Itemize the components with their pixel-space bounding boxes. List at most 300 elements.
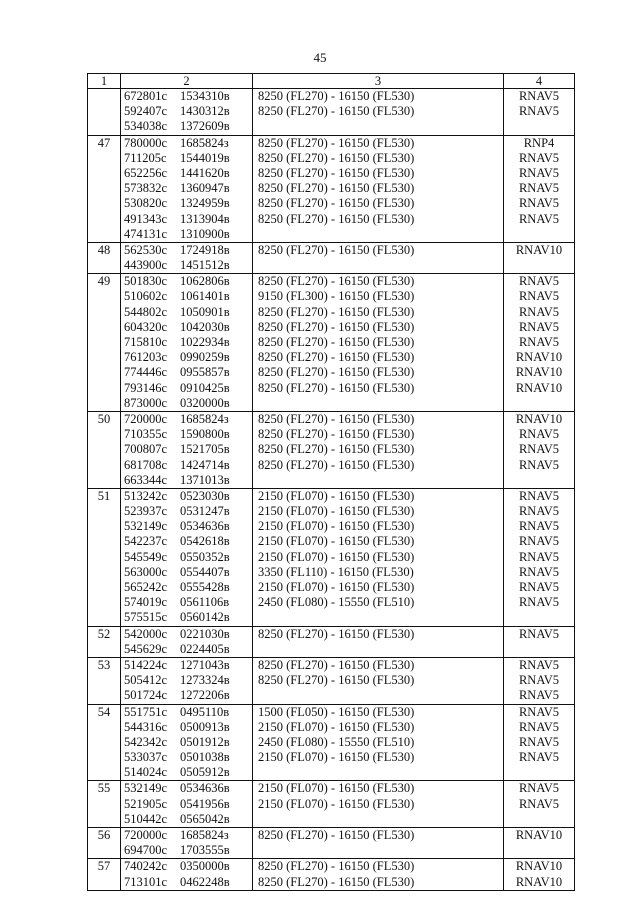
longitude: 0561106в bbox=[180, 595, 230, 610]
nav-spec: RNAV10 bbox=[515, 874, 563, 889]
coordinate-pair bbox=[124, 396, 252, 411]
latitude: 521905с bbox=[124, 796, 168, 811]
latitude: 563000с bbox=[124, 564, 168, 579]
longitude: 0531247в bbox=[180, 504, 230, 519]
latitude: 542237с bbox=[124, 534, 168, 549]
route-number: 52 bbox=[88, 626, 121, 657]
coordinate-pair bbox=[124, 504, 252, 519]
altitude-range bbox=[258, 227, 503, 242]
coordinate-pair bbox=[124, 136, 252, 151]
latitude: 720000с bbox=[124, 411, 168, 426]
coordinate-pair bbox=[124, 212, 252, 227]
latitude: 774446с bbox=[124, 365, 168, 380]
latitude: 873000с bbox=[124, 395, 168, 410]
nav-spec: RNAV5 bbox=[518, 564, 560, 579]
coordinate-pair bbox=[124, 750, 252, 765]
longitude: 0560142в bbox=[180, 610, 230, 625]
nav-spec: RNAV5 bbox=[518, 796, 560, 811]
nav-spec: RNAV5 bbox=[518, 457, 560, 472]
nav-spec: RNAV5 bbox=[518, 750, 560, 765]
nav-spec: RNAV5 bbox=[518, 580, 560, 594]
nav-spec: RNAV10 bbox=[515, 242, 563, 257]
nav-spec: RNAV5 bbox=[518, 704, 560, 719]
altitude-range: 8250 (FL270) - 16150 (FL530) bbox=[258, 319, 415, 334]
latitude: 592407с bbox=[124, 104, 168, 119]
latitude: 551751с bbox=[124, 704, 168, 719]
route-number: 53 bbox=[88, 657, 121, 704]
table-row bbox=[88, 274, 575, 412]
longitude: 0541956в bbox=[180, 796, 230, 811]
longitude: 1451512в bbox=[180, 258, 230, 273]
altitude-range: 2150 (FL070) - 16150 (FL530) bbox=[258, 488, 415, 503]
longitude: 1544019в bbox=[180, 150, 230, 165]
airways-table bbox=[87, 73, 575, 891]
route-number: 47 bbox=[88, 135, 121, 242]
nav-spec: RNAV5 bbox=[518, 534, 560, 549]
coordinate-pair bbox=[124, 243, 252, 258]
longitude: 1324959в bbox=[180, 196, 230, 211]
longitude: 0542618в bbox=[180, 534, 230, 549]
latitude: 474131с bbox=[124, 226, 168, 241]
altitude-range: 8250 (FL270) - 16150 (FL530) bbox=[258, 181, 415, 196]
table-row bbox=[88, 657, 575, 704]
coordinate-pair bbox=[124, 274, 252, 289]
coordinate-pair bbox=[124, 720, 252, 735]
altitude-range bbox=[258, 812, 503, 827]
longitude: 1590800в bbox=[180, 427, 230, 442]
coordinate-pair bbox=[124, 673, 252, 688]
latitude: 513242с bbox=[124, 488, 168, 503]
altitude-range: 3350 (FL110) - 16150 (FL530) bbox=[258, 564, 414, 579]
latitude: 491343с bbox=[124, 211, 168, 226]
coordinates-cell bbox=[121, 274, 253, 412]
altitude-range: 8250 (FL270) - 16150 (FL530) bbox=[258, 89, 415, 103]
table-row bbox=[88, 626, 575, 657]
longitude: 1062806в bbox=[180, 274, 230, 289]
coordinates-cell bbox=[121, 828, 253, 859]
longitude: 0990259в bbox=[180, 350, 230, 365]
nav-spec: RNAV5 bbox=[518, 196, 560, 211]
route-number: 57 bbox=[88, 859, 121, 890]
nav-spec-cell bbox=[504, 411, 575, 488]
coordinate-pair bbox=[124, 258, 252, 273]
latitude: 510602с bbox=[124, 289, 168, 304]
altitude-range: 8250 (FL270) - 16150 (FL530) bbox=[258, 304, 415, 319]
latitude: 510442с bbox=[124, 811, 168, 826]
coordinate-pair bbox=[124, 489, 252, 504]
nav-spec: RNAV5 bbox=[518, 688, 560, 703]
column-header-3: 3 bbox=[253, 74, 504, 89]
longitude: 1360947в bbox=[180, 181, 230, 196]
table-row bbox=[88, 242, 575, 273]
latitude: 501830с bbox=[124, 274, 168, 289]
nav-spec bbox=[504, 765, 574, 780]
longitude: 1273324в bbox=[180, 673, 230, 688]
altitude-range bbox=[258, 765, 503, 780]
latitude: 530820с bbox=[124, 196, 168, 211]
longitude: 1050901в bbox=[180, 304, 230, 319]
nav-spec-cell bbox=[504, 704, 575, 781]
nav-spec-cell bbox=[504, 89, 575, 136]
nav-spec-cell bbox=[504, 626, 575, 657]
altitude-range: 8250 (FL270) - 16150 (FL530) bbox=[258, 274, 415, 289]
altitude-range bbox=[258, 258, 503, 273]
altitude-cell bbox=[253, 89, 504, 136]
nav-spec-cell bbox=[504, 274, 575, 412]
nav-spec-cell bbox=[504, 781, 575, 828]
latitude: 542000с bbox=[124, 626, 168, 641]
altitude-cell bbox=[253, 781, 504, 828]
nav-spec: RNAV10 bbox=[515, 411, 563, 426]
nav-spec: RNAV5 bbox=[518, 335, 560, 349]
column-header-1: 1 bbox=[88, 74, 121, 89]
altitude-cell bbox=[253, 135, 504, 242]
latitude: 694700с bbox=[124, 843, 168, 858]
longitude: 0221030в bbox=[180, 626, 230, 641]
longitude: 1272206в bbox=[180, 688, 230, 703]
coordinate-pair bbox=[124, 196, 252, 211]
longitude: 1685824з bbox=[180, 411, 229, 426]
longitude: 0550352в bbox=[180, 549, 230, 564]
altitude-range: 2150 (FL070) - 16150 (FL530) bbox=[258, 719, 415, 734]
longitude: 1441620в bbox=[180, 165, 230, 180]
latitude: 711205с bbox=[124, 150, 167, 165]
route-number bbox=[88, 89, 121, 136]
coordinate-pair bbox=[124, 797, 252, 812]
coordinate-pair bbox=[124, 595, 252, 610]
nav-spec-cell bbox=[504, 242, 575, 273]
latitude: 501724с bbox=[124, 688, 168, 703]
altitude-range bbox=[258, 642, 503, 657]
altitude-range: 2450 (FL080) - 15550 (FL510) bbox=[258, 595, 415, 610]
column-header-4: 4 bbox=[504, 74, 575, 89]
coordinate-pair bbox=[124, 181, 252, 196]
coordinate-pair bbox=[124, 642, 252, 657]
nav-spec: RNAV5 bbox=[518, 442, 560, 457]
altitude-cell bbox=[253, 657, 504, 704]
coordinate-pair bbox=[124, 151, 252, 166]
coordinate-pair bbox=[124, 705, 252, 720]
altitude-range: 8250 (FL270) - 16150 (FL530) bbox=[258, 335, 415, 349]
longitude: 0224405в bbox=[180, 641, 230, 656]
table-row bbox=[88, 135, 575, 242]
altitude-range: 8250 (FL270) - 16150 (FL530) bbox=[258, 626, 415, 641]
coordinate-pair bbox=[124, 104, 252, 119]
coordinate-pair bbox=[124, 119, 252, 134]
altitude-cell bbox=[253, 859, 504, 890]
longitude: 1310900в bbox=[180, 226, 230, 241]
altitude-range: 8250 (FL270) - 16150 (FL530) bbox=[258, 457, 415, 472]
coordinate-pair bbox=[124, 289, 252, 304]
coordinate-pair bbox=[124, 412, 252, 427]
coordinates-cell bbox=[121, 781, 253, 828]
coordinate-pair bbox=[124, 735, 252, 750]
nav-spec: RNAV5 bbox=[518, 626, 560, 641]
nav-spec: RNAV10 bbox=[515, 365, 563, 380]
coordinate-pair bbox=[124, 859, 252, 874]
altitude-range: 8250 (FL270) - 16150 (FL530) bbox=[258, 427, 415, 442]
latitude: 544802с bbox=[124, 304, 168, 319]
table-header-row bbox=[88, 74, 575, 89]
coordinate-pair bbox=[124, 350, 252, 365]
longitude: 0534636в bbox=[180, 519, 230, 534]
latitude: 652256с bbox=[124, 165, 168, 180]
nav-spec: RNAV5 bbox=[518, 104, 560, 119]
longitude: 1724918в bbox=[180, 242, 230, 257]
nav-spec: RNAV5 bbox=[518, 595, 560, 610]
nav-spec: RNAV5 bbox=[518, 150, 560, 165]
nav-spec bbox=[504, 843, 574, 858]
latitude: 780000с bbox=[124, 135, 168, 150]
longitude: 1022934в bbox=[180, 335, 230, 349]
coordinates-cell bbox=[121, 704, 253, 781]
longitude: 0555428в bbox=[180, 580, 230, 594]
nav-spec: RNAV10 bbox=[515, 828, 563, 842]
longitude: 1371013в bbox=[180, 472, 230, 487]
coordinate-pair bbox=[124, 381, 252, 396]
coordinates-cell bbox=[121, 135, 253, 242]
longitude: 0505912в bbox=[180, 765, 230, 780]
altitude-range: 2150 (FL070) - 16150 (FL530) bbox=[258, 504, 415, 519]
longitude: 1703555в bbox=[180, 843, 230, 858]
altitude-range: 2150 (FL070) - 16150 (FL530) bbox=[258, 519, 415, 534]
coordinate-pair bbox=[124, 89, 252, 104]
nav-spec: RNAV5 bbox=[518, 89, 560, 103]
latitude: 565242с bbox=[124, 580, 168, 594]
nav-spec: RNAV5 bbox=[518, 734, 560, 749]
latitude: 710355с bbox=[124, 427, 168, 442]
longitude: 1424714в bbox=[180, 457, 230, 472]
longitude: 0955857в bbox=[180, 365, 230, 380]
route-number: 50 bbox=[88, 411, 121, 488]
latitude: 715810с bbox=[124, 335, 168, 349]
longitude: 1534310в bbox=[180, 89, 230, 103]
altitude-range: 8250 (FL270) - 16150 (FL530) bbox=[258, 242, 415, 257]
coordinate-pair bbox=[124, 627, 252, 642]
nav-spec: RNAV10 bbox=[515, 380, 563, 395]
coordinates-cell bbox=[121, 657, 253, 704]
altitude-range: 2150 (FL070) - 16150 (FL530) bbox=[258, 750, 415, 765]
nav-spec-cell bbox=[504, 828, 575, 859]
altitude-range: 8250 (FL270) - 16150 (FL530) bbox=[258, 150, 415, 165]
altitude-range bbox=[258, 610, 503, 625]
latitude: 532149с bbox=[124, 781, 168, 796]
altitude-range bbox=[258, 473, 503, 488]
nav-spec bbox=[504, 610, 574, 625]
latitude: 575515с bbox=[124, 610, 168, 625]
latitude: 545629с bbox=[124, 641, 168, 656]
nav-spec: RNP4 bbox=[523, 135, 555, 150]
table-row bbox=[88, 411, 575, 488]
latitude: 761203с bbox=[124, 350, 168, 365]
altitude-cell bbox=[253, 488, 504, 626]
latitude: 523937с bbox=[124, 504, 168, 519]
latitude: 562530с bbox=[124, 242, 168, 257]
altitude-range: 2150 (FL070) - 16150 (FL530) bbox=[258, 534, 415, 549]
coordinate-pair bbox=[124, 427, 252, 442]
nav-spec: RNAV10 bbox=[515, 859, 563, 874]
altitude-range: 8250 (FL270) - 16150 (FL530) bbox=[258, 859, 415, 874]
coordinate-pair bbox=[124, 812, 252, 827]
altitude-range: 8250 (FL270) - 16150 (FL530) bbox=[258, 442, 415, 457]
altitude-range: 8250 (FL270) - 16150 (FL530) bbox=[258, 211, 415, 226]
altitude-range bbox=[258, 396, 503, 411]
nav-spec: RNAV5 bbox=[518, 719, 560, 734]
latitude: 542342с bbox=[124, 734, 168, 749]
altitude-range: 8250 (FL270) - 16150 (FL530) bbox=[258, 365, 415, 380]
route-number: 56 bbox=[88, 828, 121, 859]
coordinate-pair bbox=[124, 227, 252, 242]
latitude: 713101с bbox=[124, 874, 168, 889]
altitude-range: 8250 (FL270) - 16150 (FL530) bbox=[258, 135, 415, 150]
nav-spec: RNAV5 bbox=[518, 274, 560, 289]
longitude: 0565042в bbox=[180, 811, 230, 826]
longitude: 1685824з bbox=[180, 135, 229, 150]
coordinate-pair bbox=[124, 365, 252, 380]
altitude-range: 2150 (FL070) - 16150 (FL530) bbox=[258, 580, 415, 594]
longitude: 0350000в bbox=[180, 859, 230, 874]
coordinate-pair bbox=[124, 843, 252, 858]
table-row bbox=[88, 828, 575, 859]
altitude-range bbox=[258, 688, 503, 703]
coordinate-pair bbox=[124, 519, 252, 534]
nav-spec bbox=[504, 227, 574, 242]
latitude: 443900с bbox=[124, 258, 168, 273]
coordinate-pair bbox=[124, 828, 252, 843]
altitude-cell bbox=[253, 411, 504, 488]
longitude: 1685824з bbox=[180, 828, 229, 842]
latitude: 604320с bbox=[124, 319, 168, 334]
coordinates-cell bbox=[121, 242, 253, 273]
altitude-range: 2450 (FL080) - 15550 (FL510) bbox=[258, 734, 415, 749]
nav-spec bbox=[504, 258, 574, 273]
coordinate-pair bbox=[124, 335, 252, 350]
nav-spec: RNAV5 bbox=[518, 211, 560, 226]
coordinates-cell bbox=[121, 89, 253, 136]
altitude-range: 2150 (FL070) - 16150 (FL530) bbox=[258, 796, 415, 811]
coordinate-pair bbox=[124, 534, 252, 549]
coordinates-cell bbox=[121, 626, 253, 657]
longitude: 0501038в bbox=[180, 750, 230, 765]
coordinate-pair bbox=[124, 875, 252, 890]
nav-spec: RNAV5 bbox=[518, 304, 560, 319]
nav-spec bbox=[504, 642, 574, 657]
route-number: 54 bbox=[88, 704, 121, 781]
longitude: 1313904в bbox=[180, 211, 230, 226]
table-row bbox=[88, 488, 575, 626]
coordinate-pair bbox=[124, 550, 252, 565]
nav-spec-cell bbox=[504, 135, 575, 242]
coordinate-pair bbox=[124, 688, 252, 703]
nav-spec bbox=[504, 812, 574, 827]
column-header-2: 2 bbox=[121, 74, 253, 89]
route-number: 49 bbox=[88, 274, 121, 412]
page-number: 45 bbox=[313, 50, 327, 65]
longitude: 0462248в bbox=[180, 874, 230, 889]
coordinate-pair bbox=[124, 473, 252, 488]
longitude: 0495110в bbox=[180, 704, 230, 719]
altitude-range: 9150 (FL300) - 16150 (FL530) bbox=[258, 289, 415, 304]
nav-spec bbox=[504, 473, 574, 488]
route-number: 51 bbox=[88, 488, 121, 626]
nav-spec: RNAV5 bbox=[518, 427, 560, 442]
nav-spec-cell bbox=[504, 859, 575, 890]
longitude: 1061401в bbox=[180, 289, 230, 304]
latitude: 793146с bbox=[124, 380, 168, 395]
nav-spec: RNAV5 bbox=[518, 781, 560, 796]
latitude: 681708с bbox=[124, 457, 168, 472]
altitude-range: 2150 (FL070) - 16150 (FL530) bbox=[258, 781, 415, 796]
coordinate-pair bbox=[124, 320, 252, 335]
altitude-range: 8250 (FL270) - 16150 (FL530) bbox=[258, 657, 415, 672]
nav-spec: RNAV5 bbox=[518, 289, 560, 304]
coordinate-pair bbox=[124, 305, 252, 320]
altitude-range: 8250 (FL270) - 16150 (FL530) bbox=[258, 350, 415, 365]
altitude-cell bbox=[253, 704, 504, 781]
nav-spec: RNAV5 bbox=[518, 504, 560, 519]
latitude: 544316с bbox=[124, 719, 168, 734]
longitude: 1430312в bbox=[180, 104, 230, 119]
table-row bbox=[88, 704, 575, 781]
longitude: 0501912в bbox=[180, 734, 230, 749]
longitude: 0910425в bbox=[180, 380, 230, 395]
latitude: 672801с bbox=[124, 89, 168, 103]
nav-spec-cell bbox=[504, 488, 575, 626]
coordinate-pair bbox=[124, 765, 252, 780]
nav-spec: RNAV5 bbox=[518, 549, 560, 564]
nav-spec: RNAV5 bbox=[518, 488, 560, 503]
nav-spec: RNAV5 bbox=[518, 657, 560, 672]
altitude-range: 8250 (FL270) - 16150 (FL530) bbox=[258, 874, 415, 889]
coordinates-cell bbox=[121, 488, 253, 626]
nav-spec bbox=[504, 396, 574, 411]
altitude-range: 8250 (FL270) - 16150 (FL530) bbox=[258, 828, 415, 842]
latitude: 573832с bbox=[124, 181, 168, 196]
latitude: 545549с bbox=[124, 549, 168, 564]
nav-spec: RNAV5 bbox=[518, 181, 560, 196]
coordinate-pair bbox=[124, 580, 252, 595]
latitude: 720000с bbox=[124, 828, 168, 842]
coordinate-pair bbox=[124, 166, 252, 181]
table-row bbox=[88, 781, 575, 828]
nav-spec: RNAV5 bbox=[518, 673, 560, 688]
coordinate-pair bbox=[124, 610, 252, 625]
altitude-range: 2150 (FL070) - 16150 (FL530) bbox=[258, 549, 415, 564]
altitude-cell bbox=[253, 626, 504, 657]
altitude-range: 8250 (FL270) - 16150 (FL530) bbox=[258, 104, 415, 119]
coordinate-pair bbox=[124, 781, 252, 796]
coordinates-cell bbox=[121, 411, 253, 488]
latitude: 514024с bbox=[124, 765, 168, 780]
latitude: 533037с bbox=[124, 750, 168, 765]
coordinates-cell bbox=[121, 859, 253, 890]
altitude-range: 8250 (FL270) - 16150 (FL530) bbox=[258, 380, 415, 395]
nav-spec: RNAV5 bbox=[518, 165, 560, 180]
route-number: 55 bbox=[88, 781, 121, 828]
longitude: 0534636в bbox=[180, 781, 230, 796]
altitude-range bbox=[258, 119, 503, 134]
longitude: 1521705в bbox=[180, 442, 230, 457]
latitude: 740242с bbox=[124, 859, 168, 874]
longitude: 0554407в bbox=[180, 564, 230, 579]
coordinate-pair bbox=[124, 442, 252, 457]
coordinate-pair bbox=[124, 458, 252, 473]
latitude: 505412с bbox=[124, 673, 168, 688]
longitude: 1042030в bbox=[180, 319, 230, 334]
longitude: 1271043в bbox=[180, 657, 230, 672]
altitude-range: 8250 (FL270) - 16150 (FL530) bbox=[258, 196, 415, 211]
altitude-cell bbox=[253, 828, 504, 859]
